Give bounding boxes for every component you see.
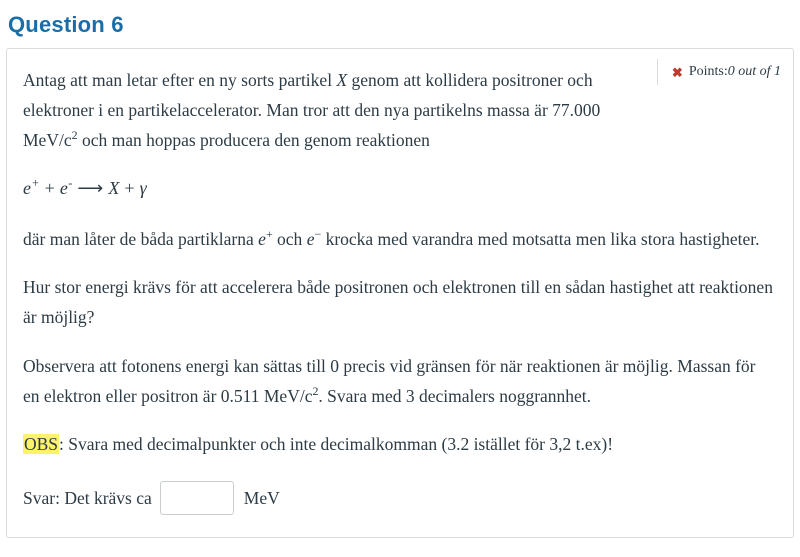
intro-text-line3b: och man hoppas producera den genom reaktionen: [77, 130, 430, 151]
paragraph-hint: [23, 351, 773, 411]
intro-text-line3a: 77.000 MeV/c: [23, 100, 601, 151]
collision-text-c: krocka med varandra med motsatta men lika stora: [321, 229, 675, 250]
collision-text-d: hastigheter.: [679, 229, 760, 250]
equation-x-symbol: X: [108, 178, 120, 199]
x-mark-icon: ✖: [671, 64, 683, 80]
equation-gamma-symbol: γ: [139, 178, 148, 199]
question-body: [7, 49, 793, 515]
answer-row: [23, 477, 773, 515]
question-container: [6, 48, 794, 538]
question-text-line1: Hur stor energi krävs för att accelerera både positronen och elektronen till en sådan hastighet att: [23, 277, 695, 298]
electron-charge: -: [68, 176, 73, 191]
points-value: 0 out of 1: [727, 64, 781, 79]
hint-text-line1: Observera att fotonens energi kan sättas till 0 precis vid gränsen för när reaktionen är möjlig.: [23, 355, 673, 376]
obs-highlight: OBS: [24, 433, 59, 454]
hint-text-line2b: . Svara med 3 decimalers noggrannhet.: [318, 385, 592, 406]
particle-x-symbol: X: [336, 70, 348, 90]
page-title: Question 6: [8, 12, 124, 37]
positron-symbol: e: [23, 178, 32, 199]
obs-text: : Svara med decimalpunkter och inte decimalkomman (3.2 istället för 3,2 t.ex)!: [59, 433, 614, 454]
equation-plus-1: +: [39, 178, 60, 199]
points-status: [657, 59, 781, 85]
electron-symbol: e: [59, 178, 69, 199]
positron-charge: +: [31, 176, 40, 191]
positron-charge-inline: +: [265, 227, 273, 242]
paragraph-question: [23, 272, 773, 332]
points-label: Points:: [688, 64, 728, 79]
answer-prefix-label: Svar: Det krävs ca: [23, 487, 152, 508]
paragraph-obs: [23, 429, 773, 459]
intro-text-a: Antag att man letar efter en ny sorts partikel: [23, 70, 337, 90]
electron-symbol-inline: e: [306, 229, 315, 250]
electron-charge-inline: −: [314, 227, 322, 242]
intro-text-b: genom att kollidera: [347, 70, 488, 90]
reaction-equation: [23, 173, 773, 204]
equation-plus-2: +: [119, 178, 140, 199]
hint-text-line2a: Massan för en elektron eller positron är 0.511 MeV/c: [23, 355, 756, 406]
mass-unit-exponent: 2: [71, 128, 78, 143]
question-text-line2: reaktionen är möjlig?: [23, 277, 773, 328]
positron-symbol-inline: e: [258, 229, 266, 250]
paragraph-collision: [23, 224, 773, 254]
answer-unit-label: MeV: [243, 487, 280, 508]
electron-mass-exponent: 2: [312, 383, 319, 398]
equation-arrow: ⟶: [72, 178, 109, 199]
collision-text-b: och: [272, 229, 307, 250]
collision-text-a: där man låter de båda partiklarna: [23, 229, 259, 250]
intro-text-line2: positroner och elektroner i en partikelaccelerator. Man tror att den nya partikelns massa är: [23, 70, 593, 121]
answer-input[interactable]: [160, 481, 234, 515]
